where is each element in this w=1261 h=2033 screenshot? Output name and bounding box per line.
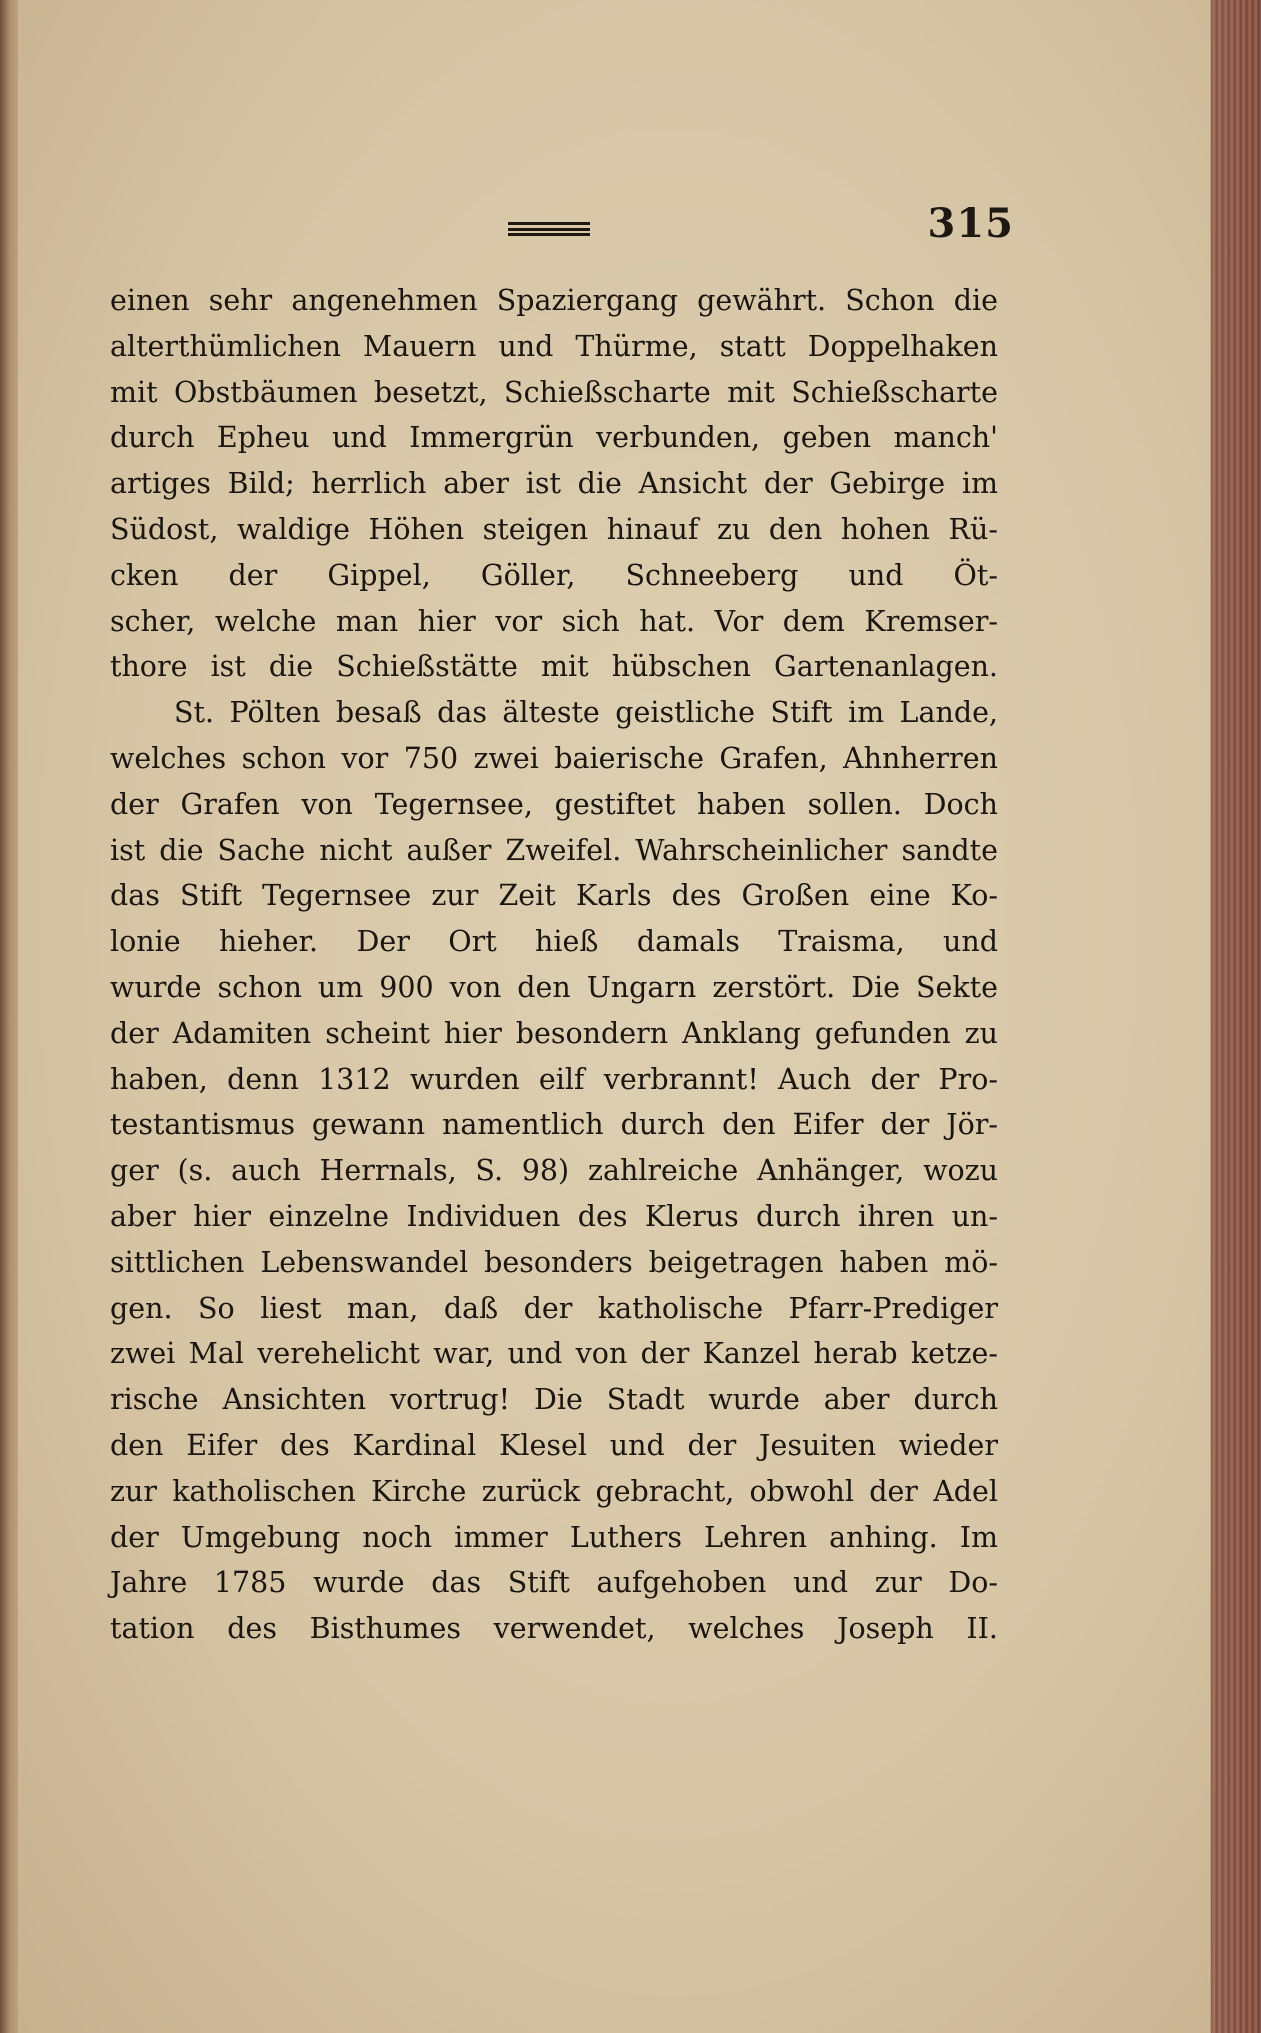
text-line: einen sehr angenehmen Spaziergang gewährt. Schon die <box>110 284 998 317</box>
text-line: welches schon vor 750 zwei baierische Grafen, Ahnherren <box>110 741 998 775</box>
page-edge <box>1211 0 1261 2033</box>
text-line: alterthümlichen Mauern und Thürme, statt Doppelhaken <box>110 329 998 363</box>
text-line: wurde schon um 900 von den Ungarn zerstört. Die Sekte <box>110 970 998 1004</box>
text-line: den Eifer des Kardinal Klesel und der Jesuiten wieder <box>110 1428 998 1462</box>
text-line: zur katholischen Kirche zurück gebracht, obwohl der Adel <box>110 1474 998 1508</box>
page-header <box>18 200 1210 260</box>
text-line: Südost, waldige Höhen steigen hinauf zu den hohen Rü- <box>110 512 998 546</box>
text-line: testantismus gewann namentlich durch den Eifer der Jör- <box>110 1108 998 1142</box>
paper <box>18 0 1210 2033</box>
text-line: mit Obstbäumen besetzt, Schießscharte mit Schießscharte <box>110 375 998 409</box>
text-line: zwei Mal verehelicht war, und von der Kanzel herab ketze- <box>110 1337 998 1371</box>
text-line: ist die Sache nicht außer Zweifel. Wahrscheinlicher sandte <box>110 833 998 867</box>
text-line: ger (s. auch Herrnals, S. 98) zahlreiche Anhänger, wozu <box>110 1154 998 1188</box>
text-line: haben, denn 1312 wurden eilf verbrannt! Auch der Pro- <box>110 1062 998 1096</box>
text-line: Jahre 1785 wurde das Stift aufgehoben und zur Do- <box>110 1566 998 1600</box>
text-line: lonie hieher. Der Ort hieß damals Traisma, und <box>110 925 998 959</box>
text-line: durch Epheu und Immergrün verbunden, geben manch' <box>110 421 998 455</box>
text-line: gen. So liest man, daß der katholische Pfarr-Prediger <box>110 1291 998 1325</box>
text-line: der Adamiten scheint hier besondern Anklang gefunden zu <box>110 1016 998 1050</box>
text-line: scher, welche man hier vor sich hat. Vor dem Kremser- <box>110 604 998 638</box>
text-line: der Grafen von Tegernsee, gestiftet haben sollen. Doch <box>110 787 998 821</box>
text-line: tation des Bisthumes verwendet, welches Joseph II. <box>110 1612 998 1646</box>
body-text <box>110 278 998 1652</box>
paragraph-start-line: St. Pölten besaß das älteste geistliche Stift im Lande, <box>174 696 998 730</box>
text-line: das Stift Tegernsee zur Zeit Karls des Großen eine Ko- <box>110 879 998 913</box>
text-line: aber hier einzelne Individuen des Klerus durch ihren un- <box>110 1199 998 1233</box>
page-number: 315 <box>927 200 1014 247</box>
text-line: sittlichen Lebenswandel besonders beigetragen haben mö- <box>110 1245 998 1279</box>
text-line: rische Ansichten vortrug! Die Stadt wurde aber durch <box>110 1383 998 1417</box>
text-line: cken der Gippel, Göller, Schneeberg und Öt- <box>110 558 998 592</box>
text-line: artiges Bild; herrlich aber ist die Ansicht der Gebirge im <box>110 467 998 501</box>
header-rule <box>508 222 590 236</box>
text-line: thore ist die Schießstätte mit hübschen Gartenanlagen. <box>110 650 998 684</box>
text-line: der Umgebung noch immer Luthers Lehren anhing. Im <box>110 1520 998 1554</box>
